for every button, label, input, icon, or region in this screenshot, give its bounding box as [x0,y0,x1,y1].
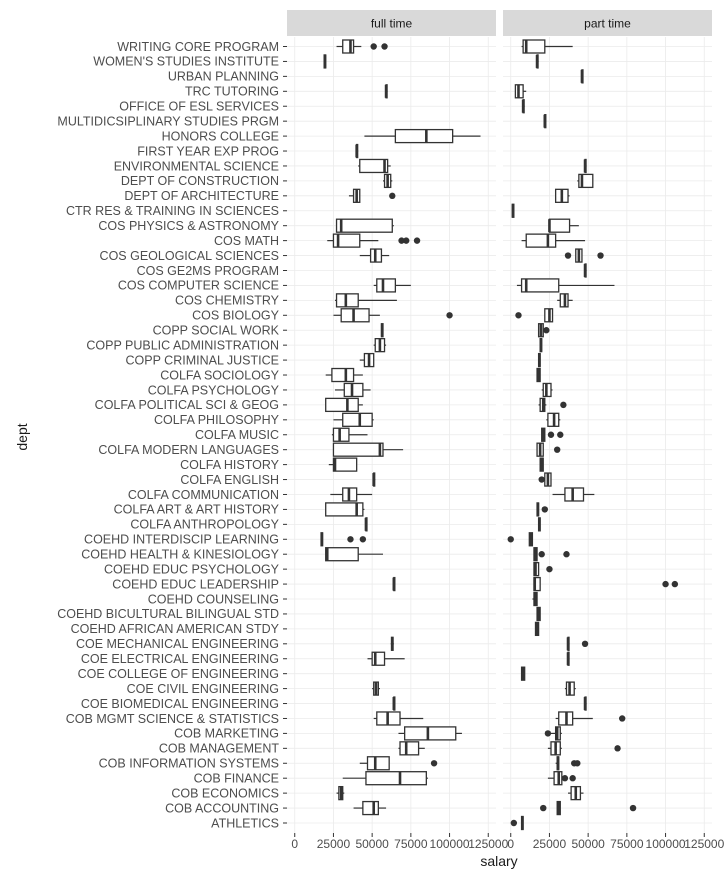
y-tick-label-trc-tutoring: TRC TUTORING [185,84,279,99]
y-tick-label-cob-information-systems: COB INFORMATION SYSTEMS [98,756,279,771]
y-tick-label-honors-college: HONORS COLLEGE [161,129,279,144]
x-axis [291,833,724,851]
box-environmental-science [358,159,391,172]
y-tick-label-cob-accounting: COB ACCOUNTING [165,801,279,816]
y-tick-label-cos-physics-astronomy: COS PHYSICS & ASTRONOMY [98,218,279,233]
x-tick-label: 0 [507,837,515,851]
outlier-point [347,536,353,542]
box-copp-criminal-justice [539,354,541,367]
y-tick-label-coehd-counseling: COEHD COUNSELING [147,592,279,607]
y-tick-label-cos-math: COS MATH [213,233,279,248]
y-tick-label-multidicsiplinary-studies-prgm: MULTIDICSIPLINARY STUDIES PRGM [57,114,279,129]
box-first-year-exp-prog [357,145,359,158]
box-environmental-science [585,159,587,172]
y-tick-label-coe-mechanical-engineering: COE MECHANICAL ENGINEERING [75,637,279,652]
y-tick-label-coehd-african-american-stdy: COEHD AFRICAN AMERICAN STDY [70,622,279,637]
x-tick-label: 125000 [684,837,725,851]
x-axis-title: salary [480,853,518,869]
y-tick-label-cos-geological-sciences: COS GEOLOGICAL SCIENCES [99,248,279,263]
iqr-box [326,398,359,411]
outlier-point [414,237,420,243]
outlier-point [370,43,376,49]
outlier-point [515,312,521,318]
y-tick-label-ctr-res-training-in-sciences: CTR RES & TRAINING IN SCIENCES [66,204,279,219]
y-tick-label-colfa-art-art-history: COLFA ART & ART HISTORY [113,502,279,517]
iqr-box [333,443,383,456]
y-tick-label-coe-electrical-engineering: COE ELECTRICAL ENGINEERING [80,652,279,667]
y-tick-label-coehd-educ-psychology: COEHD EDUC PSYCHOLOGY [103,562,279,577]
x-tick-label: 100000 [645,837,686,851]
y-tick-label-cob-management: COB MANAGEMENT [158,741,279,756]
outlier-point [569,775,575,781]
box-women-s-studies-institute [324,55,326,68]
y-tick-label-athletics: ATHLETICS [211,816,279,831]
y-tick-label-coe-biomedical-engineering: COE BIOMEDICAL ENGINEERING [80,696,279,711]
outlier-point [565,252,571,258]
box-cos-physics-astronomy [337,219,394,232]
iqr-box [395,130,452,143]
iqr-box [405,727,456,740]
box-colfa-sociology [537,369,540,382]
box-coe-civil-engineering [565,682,576,695]
box-office-of-esl-services [523,100,525,113]
y-tick-label-cos-ge2ms-program: COS GE2MS PROGRAM [136,263,279,278]
outlier-point [582,641,588,647]
outlier-point [662,581,668,587]
y-axis-title: dept [14,423,30,451]
x-tick-label: 75000 [610,837,644,851]
iqr-box [368,757,390,770]
y-tick-label-coehd-health-kinesiology: COEHD HEALTH & KINESIOLOGY [81,547,279,562]
box-coehd-educ-leadership [394,578,396,591]
y-tick-label-cos-chemistry: COS CHEMISTRY [175,293,279,308]
box-colfa-psychology [542,383,553,396]
box-coehd-african-american-stdy [536,622,539,635]
y-tick-label-colfa-political-sci-geog: COLFA POLITICAL SCI & GEOG [94,398,279,413]
box-colfa-anthropology [366,518,368,531]
box-coe-biomedical-engineering [585,697,587,710]
y-tick-label-urban-planning: URBAN PLANNING [167,69,279,84]
outlier-point [562,775,568,781]
outlier-point [672,581,678,587]
iqr-box [344,383,363,396]
box-dept-of-architecture [556,189,570,202]
outlier-point [381,43,387,49]
y-tick-label-colfa-psychology: COLFA PSYCHOLOGY [147,383,279,398]
box-colfa-art-art-history [326,503,365,516]
y-axis-labels [57,40,287,831]
box-coe-electrical-engineering [568,652,570,665]
box-trc-tutoring [386,85,388,98]
outlier-point [614,745,620,751]
box-colfa-history [540,458,543,471]
iqr-box [526,234,555,247]
box-coe-civil-engineering [372,682,380,695]
facet-strip-label: full time [370,16,413,31]
iqr-box [332,369,354,382]
x-tick-label: 125000 [468,837,509,851]
x-tick-label: 25000 [532,837,567,851]
outlier-point [431,760,437,766]
y-tick-label-colfa-history: COLFA HISTORY [180,457,279,472]
box-colfa-history [329,458,357,471]
facet-panel-part-time [503,10,712,833]
outlier-point [508,536,514,542]
x-tick-label: 50000 [571,837,605,851]
box-coehd-bicultural-bilingual-std [537,607,540,620]
outlier-point [360,536,366,542]
outlier-point [557,432,563,438]
y-tick-label-colfa-english: COLFA ENGLISH [180,472,279,487]
outlier-point [543,327,549,333]
iqr-box [565,488,584,501]
outlier-point [539,476,545,482]
iqr-box [363,802,378,815]
outlier-point [630,805,636,811]
iqr-box [366,772,426,785]
iqr-box [337,294,359,307]
x-axis-ticks-part-time [507,833,724,851]
y-tick-label-office-of-esl-services: OFFICE OF ESL SERVICES [119,99,279,114]
outlier-point [546,566,552,572]
box-coe-mechanical-engineering [391,637,394,650]
y-tick-label-cob-finance: COB FINANCE [193,771,279,786]
x-tick-label: 0 [291,837,299,851]
y-tick-label-cob-marketing: COB MARKETING [174,726,279,741]
y-tick-label-colfa-modern-languages: COLFA MODERN LANGUAGES [98,442,279,457]
box-copp-social-work [381,324,383,337]
x-tick-label: 75000 [394,837,428,851]
outlier-point [563,551,569,557]
y-tick-label-colfa-sociology: COLFA SOCIOLOGY [160,368,279,383]
facet-panels [287,10,712,833]
box-urban-planning [582,70,584,83]
y-tick-label-writing-core-program: WRITING CORE PROGRAM [117,39,279,54]
box-cob-marketing [398,727,461,740]
iqr-box [333,458,356,471]
y-tick-label-colfa-philosophy: COLFA PHILOSOPHY [153,413,279,428]
box-colfa-philosophy [546,413,560,426]
outlier-point [403,237,409,243]
y-tick-label-copp-social-work: COPP SOCIAL WORK [152,323,279,338]
y-tick-label-coehd-educ-leadership: COEHD EDUC LEADERSHIP [112,577,279,592]
outlier-point [511,820,517,826]
x-axis-ticks-full-time [291,833,508,851]
y-tick-label-first-year-exp-prog: FIRST YEAR EXP PROG [137,144,279,159]
y-tick-label-coe-civil-engineering: COE CIVIL ENGINEERING [126,681,279,696]
iqr-box [341,309,369,322]
outlier-point [574,760,580,766]
box-coe-biomedical-engineering [394,697,396,710]
x-tick-label: 25000 [316,837,351,851]
outlier-point [539,551,545,557]
y-tick-label-copp-public-administration: COPP PUBLIC ADMINISTRATION [86,338,279,353]
iqr-box [377,279,396,292]
iqr-box [337,219,393,232]
outlier-point [446,312,452,318]
facet-panel-full-time [287,10,496,833]
y-tick-label-women-s-studies-institute: WOMEN'S STUDIES INSTITUTE [93,54,279,69]
outlier-point [389,193,395,199]
x-tick-label: 100000 [429,837,470,851]
outlier-point [554,446,560,452]
y-tick-label-colfa-music: COLFA MUSIC [194,428,279,443]
outlier-point [540,805,546,811]
y-tick-label-dept-of-construction: DEPT OF CONSTRUCTION [120,174,279,189]
outlier-point [619,715,625,721]
y-tick-label-coehd-bicultural-bilingual-std: COEHD BICULTURAL BILINGUAL STD [57,607,279,622]
outlier-point [597,252,603,258]
outlier-point [542,506,548,512]
box-dept-of-construction [577,174,592,187]
outlier-point [548,432,554,438]
y-tick-label-coehd-interdiscip-learning: COEHD INTERDISCIP LEARNING [84,532,279,547]
iqr-box [333,428,348,441]
box-cos-ge2ms-program [585,264,587,277]
y-tick-label-cos-biology: COS BIOLOGY [192,308,279,323]
iqr-box [343,40,354,53]
box-women-s-studies-institute [537,55,539,68]
box-copp-public-administration [374,339,386,352]
box-colfa-english [374,473,376,486]
box-copp-public-administration [540,339,542,352]
y-tick-label-colfa-anthropology: COLFA ANTHROPOLOGY [130,517,279,532]
box-coe-college-of-engineering [522,667,525,680]
y-tick-label-colfa-communication: COLFA COMMUNICATION [127,487,279,502]
iqr-box [400,742,419,755]
outlier-point [545,730,551,736]
iqr-box [326,548,359,561]
box-ctr-res-training-in-sciences [512,204,514,217]
iqr-box [549,219,569,232]
y-tick-label-copp-criminal-justice: COPP CRIMINAL JUSTICE [125,353,279,368]
iqr-box [343,413,372,426]
y-tick-label-dept-of-architecture: DEPT OF ARCHITECTURE [124,189,279,204]
y-tick-label-environmental-science: ENVIRONMENTAL SCIENCE [113,159,279,174]
y-tick-label-coe-college-of-engineering: COE COLLEGE OF ENGINEERING [77,666,279,681]
box-colfa-anthropology [539,518,541,531]
y-tick-label-cob-mgmt-science-statistics: COB MGMT SCIENCE & STATISTICS [65,711,279,726]
box-colfa-political-sci-geog [326,398,363,411]
facet-strip-label: part time [584,16,631,31]
outlier-point [560,402,566,408]
y-tick-label-cos-computer-science: COS COMPUTER SCIENCE [117,278,279,293]
y-tick-label-cob-economics: COB ECONOMICS [171,786,279,801]
box-dept-of-construction [383,174,392,187]
x-tick-label: 50000 [355,837,389,851]
box-multidicsiplinary-studies-prgm [545,115,547,128]
